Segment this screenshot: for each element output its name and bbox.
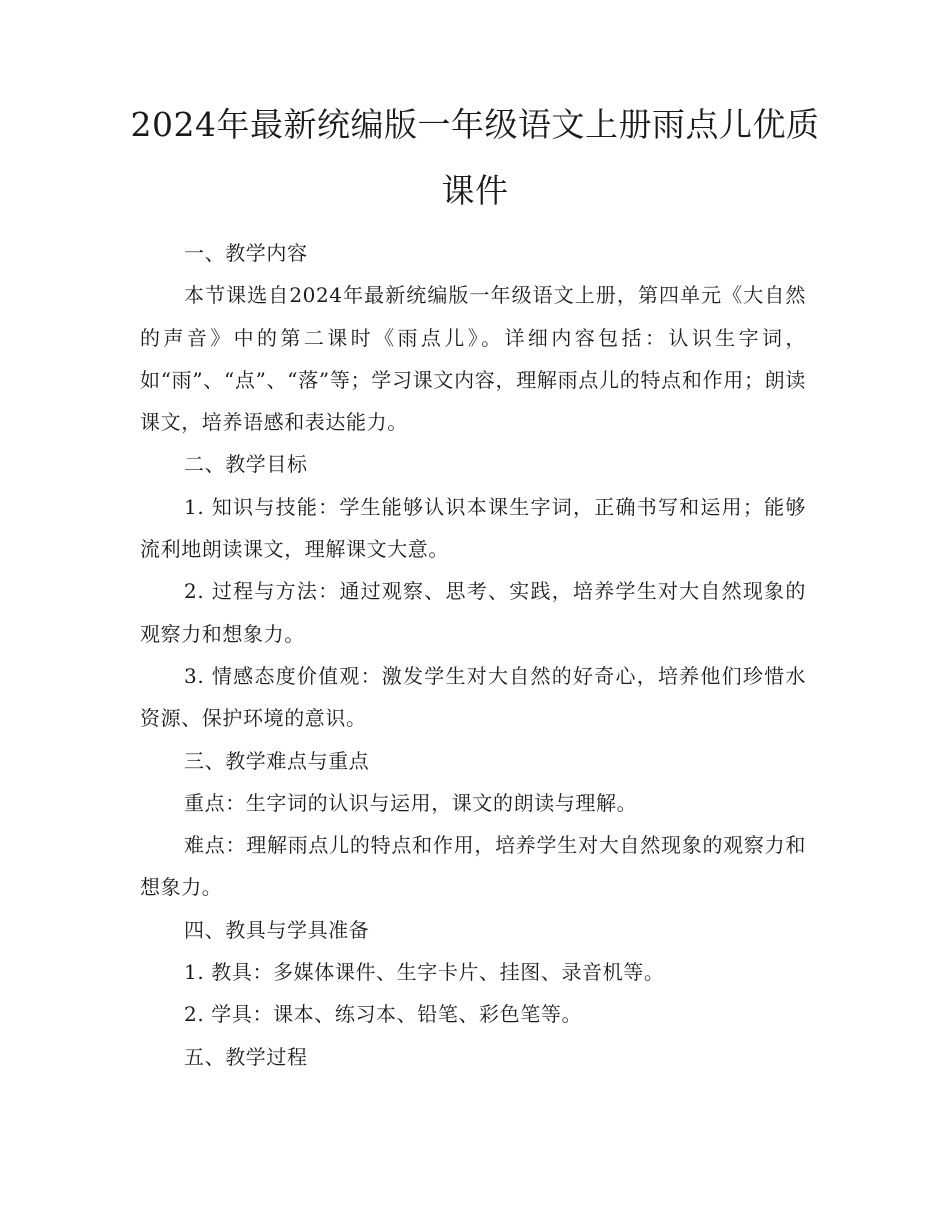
paragraph-goal-process: 2. 过程与方法：通过观察、思考、实践，培养学生对大自然现象的观察力和想象力。 (140, 579, 806, 646)
section-heading-teaching-content: 一、教学内容 (184, 241, 308, 265)
document-body (140, 232, 806, 1078)
paragraph-teaching-content: 本节课选自2024年最新统编版一年级语文上册，第四单元《大自然的声音》中的第二课时《雨点儿》。详细内容包括：认识生字词，如“雨”、“点”、“落”等；学习课文内容，理解雨点儿的特点和作用；朗读课文，培养语感和表达能力。 (140, 283, 806, 435)
section-heading-process: 五、教学过程 (184, 1044, 308, 1069)
document-title: 2024年最新统编版一年级语文上册雨点儿优质课件 (130, 105, 820, 210)
paragraph-goal-knowledge: 1. 知识与技能：学生能够认识本课生字词，正确书写和运用；能够流利地朗读课文，理解课文大意。 (140, 494, 806, 562)
section-heading-key-points: 三、教学难点与重点 (184, 748, 370, 773)
paragraph-student-materials: 2. 学具：课本、练习本、铅笔、彩色笔等。 (184, 1002, 583, 1027)
paragraph-difficulty: 难点：理解雨点儿的特点和作用，培养学生对大自然现象的观察力和想象力。 (140, 833, 806, 900)
paragraph-goal-attitude: 3. 情感态度价值观：激发学生对大自然的好奇心，培养他们珍惜水资源、保护环境的意识。 (140, 663, 806, 731)
paragraph-key-point: 重点：生字词的认识与运用，课文的朗读与理解。 (184, 790, 638, 815)
section-heading-teaching-goals: 二、教学目标 (184, 452, 308, 477)
paragraph-teacher-materials: 1. 教具：多媒体课件、生字卡片、挂图、录音机等。 (184, 960, 665, 985)
section-heading-materials: 四、教具与学具准备 (184, 917, 370, 942)
